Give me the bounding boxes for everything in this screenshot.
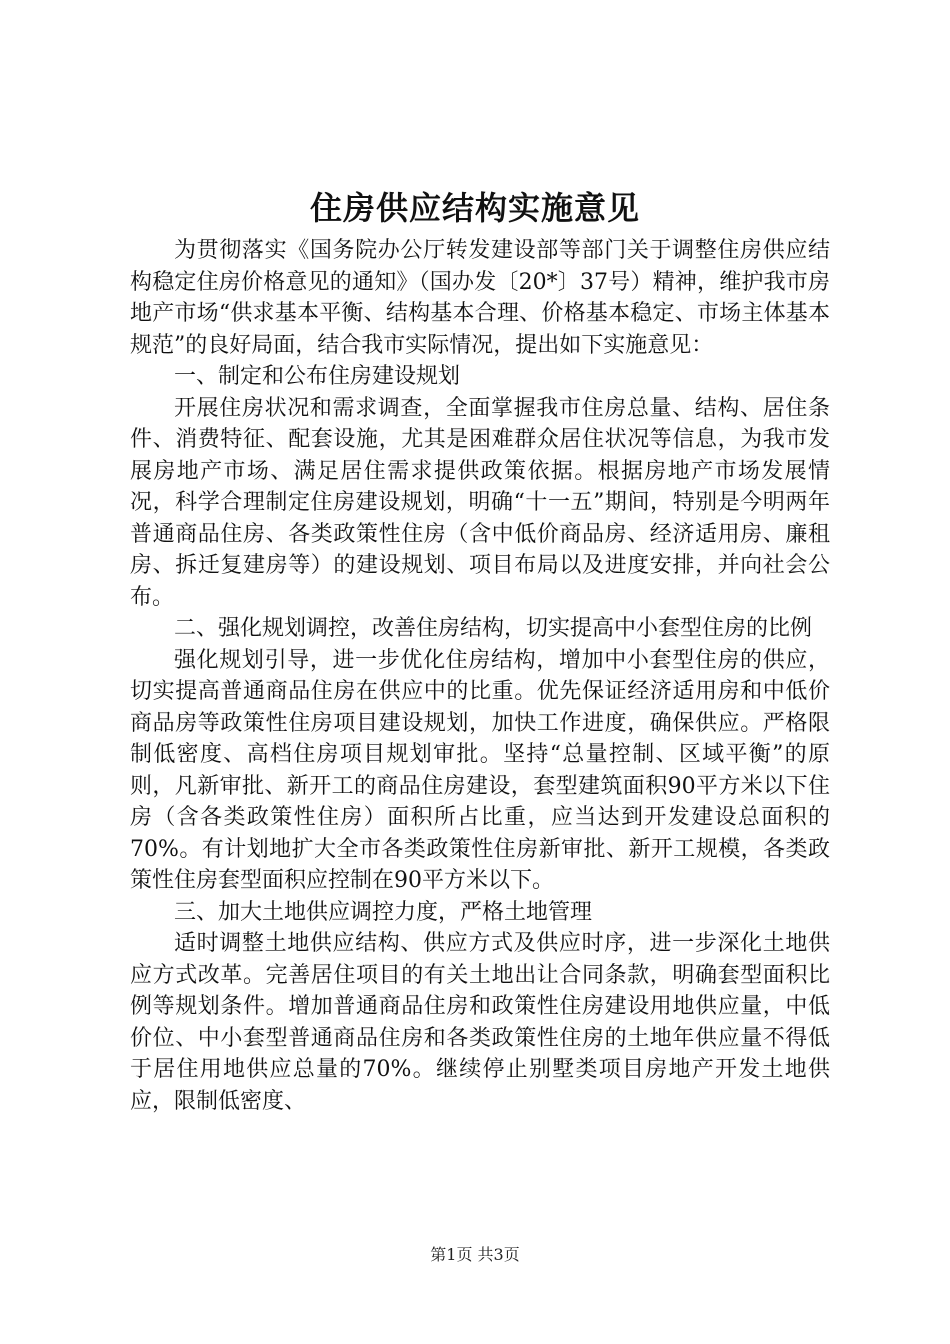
section-heading-3: 三、加大土地供应调控力度，严格土地管理 <box>174 899 593 925</box>
section-paragraph-1: 开展住房状况和需求调查，全面掌握我市住房总量、结构、居住条件、消费特征、配套设施，尤其是困难群众居住状况等信息，为我市发展房地产市场、满足居住需求提供政策依据。根据房地产市场发展情况，科学合理制定住房建设规划，明确“十一五”期间，特别是今明两年普通商品住房、各类政策性住房（含中低价商品房、经济适用房、廉租房、拆迁复建房等）的建设规划、项目布局以及进度安排，并向社会公布。 <box>130 395 830 610</box>
section-heading-2: 二、强化规划调控，改善住房结构，切实提高中小套型住房的比例 <box>174 616 813 641</box>
document-body <box>130 235 830 1117</box>
section-paragraph-3: 适时调整土地供应结构、供应方式及供应时序，进一步深化土地供应方式改革。完善居住项目的有关土地出让合同条款，明确套型面积比例等规划条件。增加普通商品住房和政策性住房建设用地供应量，中低价位、中小套型普通商品住房和各类政策性住房的土地年供应量不得低于居住用地供应总量的70%。继续停止别墅类项目房地产开发土地供应，限制低密度、 <box>130 931 830 1114</box>
intro-paragraph: 为贯彻落实《国务院办公厅转发建设部等部门关于调整住房供应结构稳定住房价格意见的通知》（国办发〔20*〕37号）精神，维护我市房地产市场“供求基本平衡、结构基本合理、价格基本稳定、市场主体基本规范”的良好局面，结合我市实际情况，提出如下实施意见： <box>130 238 830 358</box>
section-paragraph-2: 强化规划引导，进一步优化住房结构，增加中小套型住房的供应，切实提高普通商品住房在供应中的比重。优先保证经济适用房和中低价商品房等政策性住房项目建设规划，加快工作进度，确保供应。严格限制低密度、高档住房项目规划审批。坚持“总量控制、区域平衡”的原则，凡新审批、新开工的商品住房建设，套型建筑面积90平方米以下住房（含各类政策性住房）面积所占比重，应当达到开发建设总面积的70%。有计划地扩大全市各类政策性住房新审批、新开工规模，各类政策性住房套型面积应控制在90平方米以下。 <box>130 647 830 893</box>
page-footer: 第1页 共3页 <box>430 1245 520 1264</box>
section-heading-1: 一、制定和公布住房建设规划 <box>174 364 461 389</box>
document-title: 住房供应结构实施意见 <box>309 189 640 227</box>
